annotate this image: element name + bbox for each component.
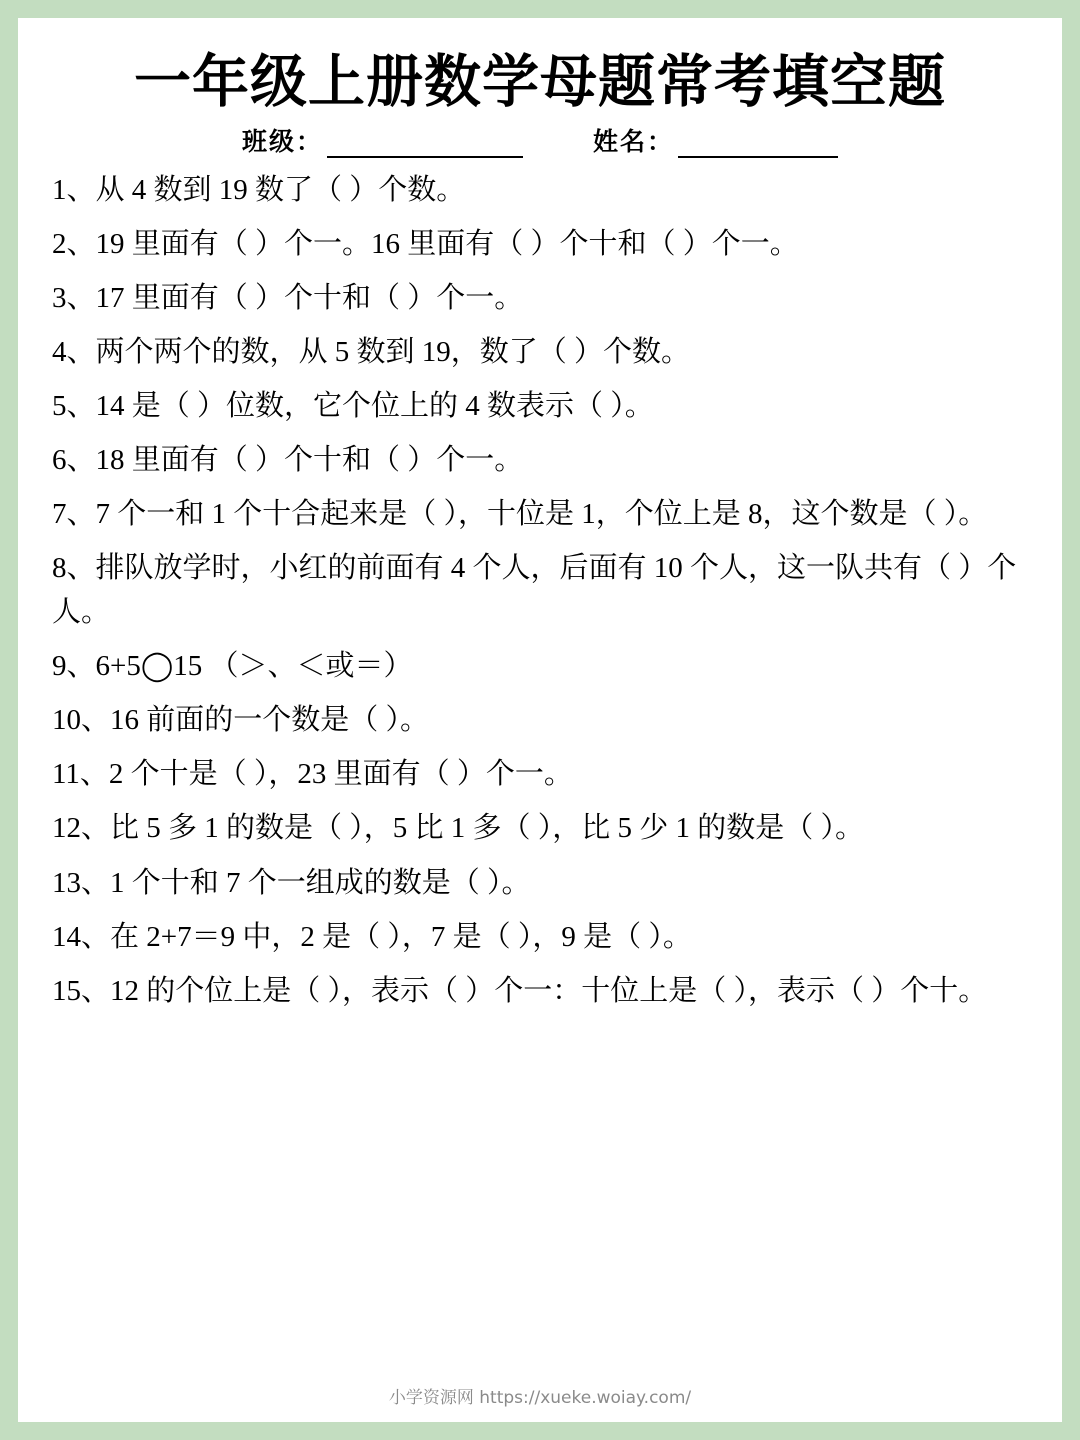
- name-input-blank[interactable]: [678, 130, 838, 158]
- question-item: 3、17 里面有（ ）个十和（ ）个一。: [52, 281, 524, 314]
- question-item: 2、19 里面有（ ）个一。16 里面有（ ）个十和（ ）个一。: [52, 227, 799, 260]
- question-list: [52, 168, 1028, 1013]
- question-item: 13、1 个十和 7 个一组成的数是（ ）。: [52, 866, 531, 899]
- question-item: 9、6+5◯15 （＞、＜或＝）: [52, 650, 413, 683]
- question-item: 8、排队放学时，小红的前面有 4 个人，后面有 10 个人，这一队共有（ ）个人。: [52, 552, 1017, 629]
- question-item: 7、7 个一和 1 个十合起来是（ ），十位是 1，个位上是 8，这个数是（ ）。: [52, 498, 988, 531]
- class-field: [242, 122, 523, 158]
- question-item: 10、16 前面的一个数是（ ）。: [52, 704, 430, 737]
- question-item: 12、比 5 多 1 的数是（ ），5 比 1 多（ ），比 5 少 1 的数是（ ）。: [52, 812, 865, 845]
- question-item: 1、从 4 数到 19 数了（ ）个数。: [52, 173, 466, 206]
- question-item: 6、18 里面有（ ）个十和（ ）个一。: [52, 443, 524, 476]
- class-label: 班级：: [241, 126, 323, 156]
- name-label: 姓名：: [593, 126, 675, 156]
- question-item: 14、在 2+7＝9 中，2 是（ ），7 是（ ），9 是（ ）。: [52, 920, 692, 953]
- name-field: [593, 122, 838, 158]
- page-title: 一年级上册数学母题常考填空题: [134, 49, 946, 115]
- question-item: 5、14 是（ ）位数，它个位上的 4 数表示（ ）。: [52, 389, 654, 422]
- footer-watermark: 小学资源网 https://xueke.woiay.com/: [388, 1388, 692, 1408]
- question-item: 11、2 个十是（ ），23 里面有（ ）个一。: [52, 758, 573, 791]
- worksheet-sheet: [18, 18, 1062, 1422]
- question-item: 15、12 的个位上是（ ），表示（ ）个一：十位上是（ ），表示（ ）个十。: [52, 974, 988, 1007]
- class-input-blank[interactable]: [327, 130, 523, 158]
- question-item: 4、两个两个的数，从 5 数到 19，数了（ ）个数。: [52, 335, 691, 368]
- student-info-row: [52, 122, 1028, 158]
